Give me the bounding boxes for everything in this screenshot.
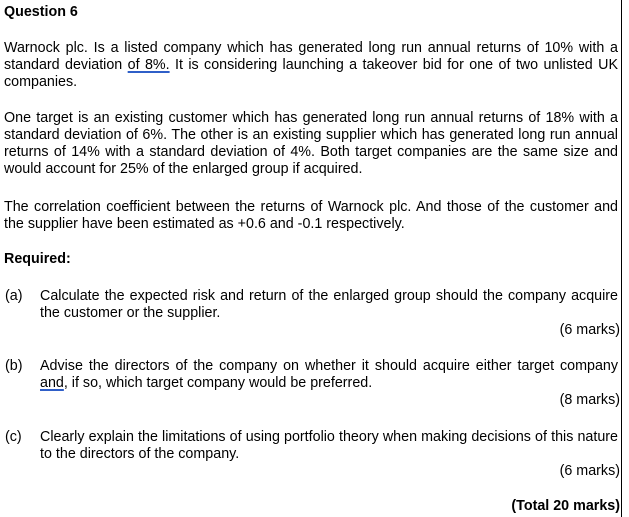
- total-marks: (Total 20 marks): [511, 498, 620, 514]
- targets-paragraph: One target is an existing customer which has generated long run annual returns of 18% with a standard deviation of 6%. The other is an existing supplier which has generated long run annual returns of 14% with a standard deviation of 4%. Both target companies are the same size and would account for 25% of the enlarged group if acquired.: [4, 110, 618, 177]
- question-a-text: Calculate the expected risk and return of the enlarged group should the company acquire the customer or the supplier.: [40, 288, 618, 321]
- question-b-label: (b): [5, 358, 23, 374]
- intro-underlined-text: of 8%.: [127, 57, 170, 73]
- required-heading: Required:: [4, 251, 71, 267]
- intro-text-start: Warnock plc. Is a listed company which has generated long run annual returns of 10% with a standard deviation: [4, 40, 618, 73]
- question-b-text-start: Advise the directors of the company on whether it should acquire either target company: [40, 358, 618, 374]
- intro-text-end: It is considering launching a takeover bid for one of two unlisted UK companies.: [4, 57, 619, 90]
- question-b-text: [40, 358, 618, 392]
- question-c-marks: (6 marks): [559, 463, 620, 479]
- correlation-paragraph: The correlation coefficient between the returns of Warnock plc. And those of the customer and the supplier have been estimated as +0.6 and -0.1 respectively.: [4, 199, 618, 232]
- question-title: Question 6: [4, 4, 78, 20]
- question-a-label: (a): [5, 288, 23, 304]
- question-b-text-end: , if so, which target company would be preferred.: [63, 375, 373, 391]
- intro-paragraph: [4, 40, 618, 91]
- question-c-text: Clearly explain the limitations of using portfolio theory when making decisions of this nature to the directors of the company.: [40, 429, 618, 462]
- question-c-label: (c): [5, 429, 22, 445]
- question-b-marks: (8 marks): [559, 392, 620, 408]
- question-a-marks: (6 marks): [559, 322, 620, 338]
- question-b-underlined-text: and: [40, 375, 64, 391]
